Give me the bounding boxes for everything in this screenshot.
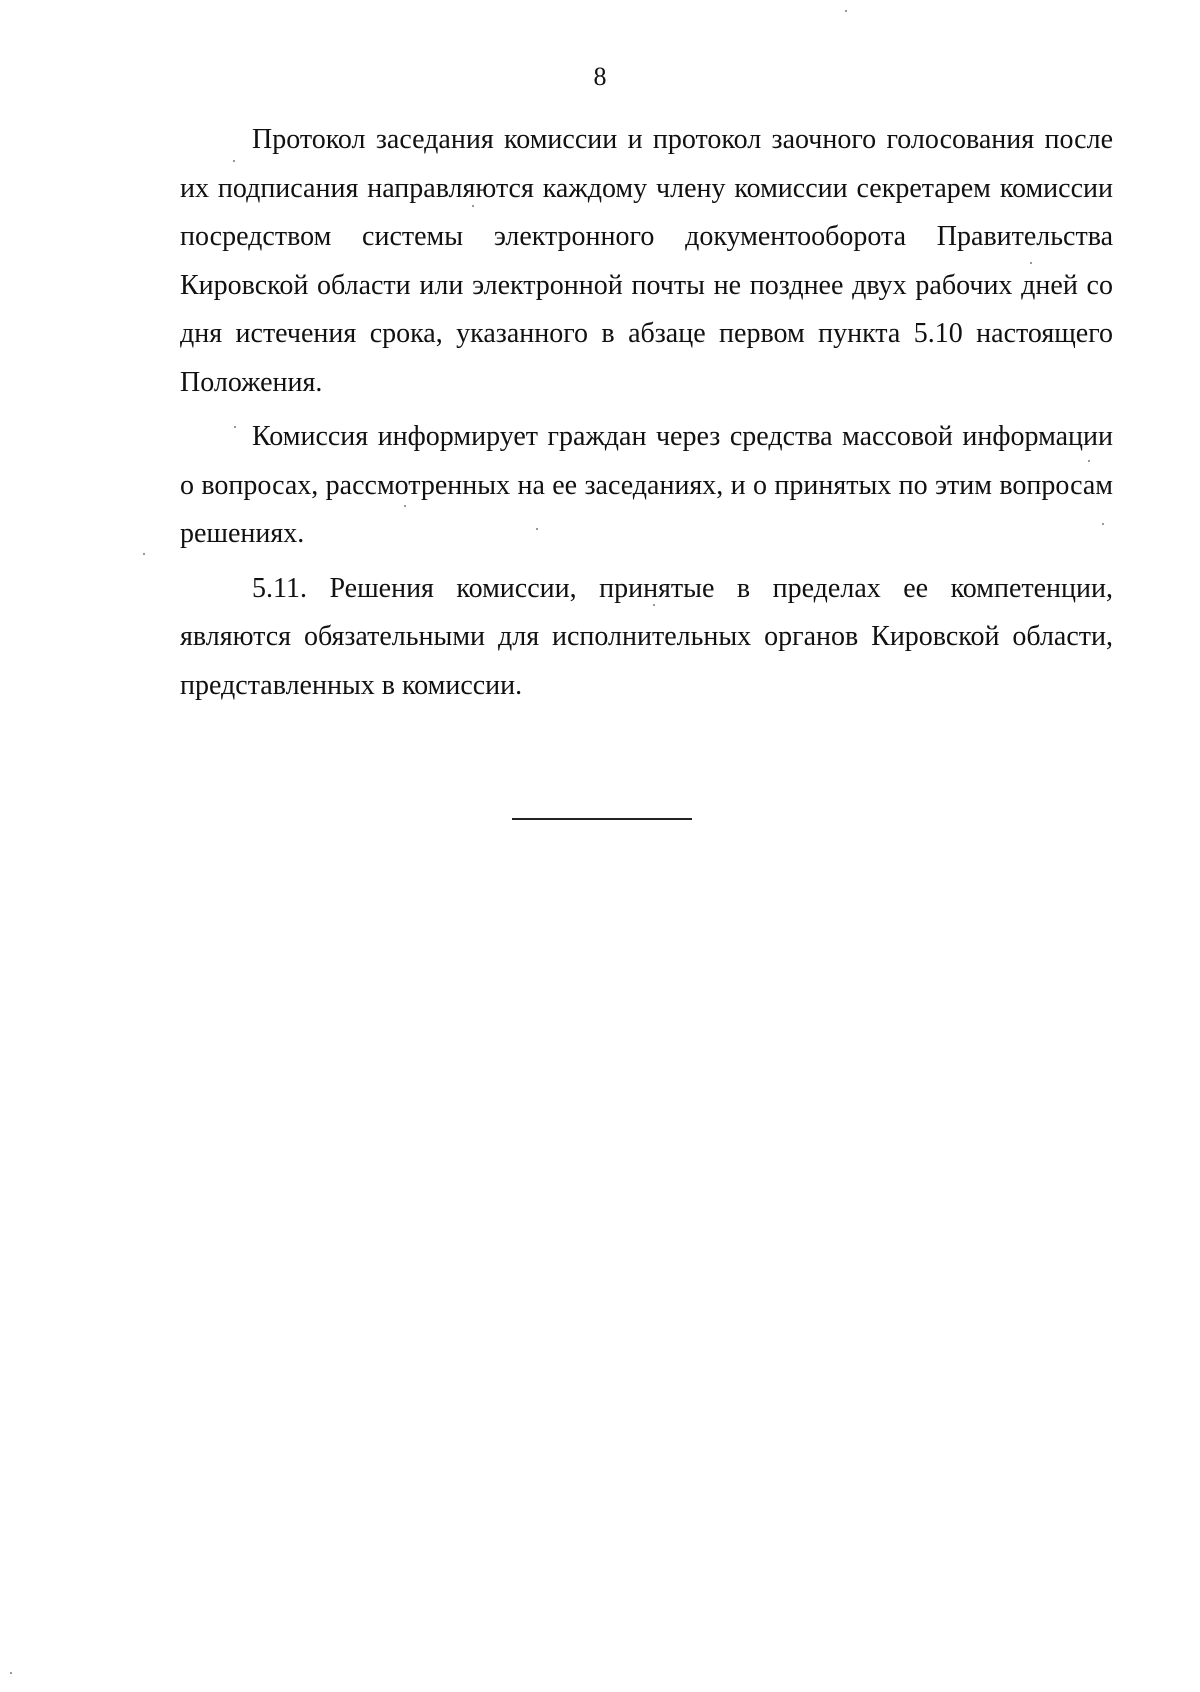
scan-speck [653,604,655,606]
scan-speck [234,426,236,428]
paragraph-public-information: Комиссия информирует граждан через средства массовой информации о вопросах, рассмотренных на ее заседаниях, и о принятых по этим вопросам решениях. [180,421,1113,549]
scan-speck [1102,523,1104,525]
scan-speck [233,160,235,162]
scan-speck [536,528,538,530]
scan-speck [472,205,474,207]
scan-speck [404,505,406,507]
paragraph-protocol-distribution: Протокол заседания комиссии и протокол заочного голосования после их подписания направляются каждому члену комиссии секретарем комиссии посредством системы электронного документооборота Правительства Кировской области или электронной почты не позднее двух рабочих дней со дня истечения срока, указанного в абзаце первом пункта 5.10 настоящего Положения. [180,124,1113,398]
paragraph-decisions-binding: 5.11. Решения комиссии, принятые в пределах ее компетенции, являются обязательными для исполнительных органов Кировской области, представленных в комиссии. [180,572,1113,701]
scan-speck [10,1672,12,1674]
scan-speck [1030,262,1032,264]
page-number: 8 [593,62,607,91]
scan-speck [143,553,145,555]
scan-speck [845,10,847,12]
scan-speck [1088,460,1090,462]
end-of-text-rule [512,818,692,820]
document-body [180,116,1113,716]
